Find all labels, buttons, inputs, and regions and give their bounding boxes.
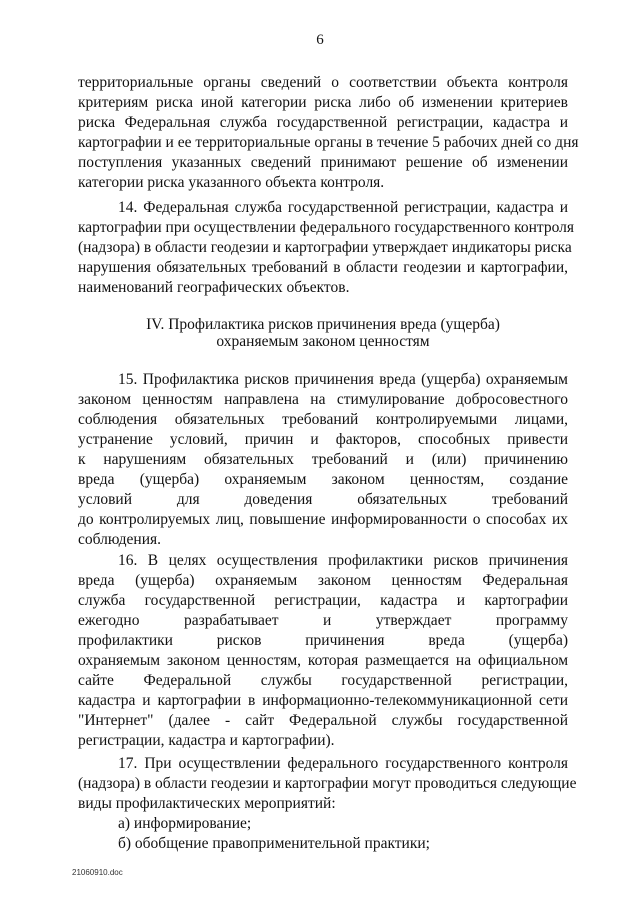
section-heading: охраняемым законом ценностям — [216, 333, 430, 350]
footer-filename: 21060910.doc — [72, 868, 123, 877]
text-line: 16. В целях осуществления профилактики рисков причинения — [118, 552, 568, 569]
text-line: к нарушениям обязательных требований и (или) причинению — [78, 451, 568, 468]
text-line: "Интернет" (далее - сайт Федеральной службы государственной — [78, 712, 568, 729]
page-number: 6 — [316, 32, 324, 48]
text-line: ежегодно разрабатывает и утверждает программу — [78, 612, 568, 629]
text-line: соблюдения. — [78, 531, 162, 548]
text-line: соблюдения обязательных требований контролируемыми лицами, — [78, 411, 568, 428]
text-line: устранение условий, причин и факторов, способных привести — [78, 431, 568, 448]
text-line: условий для доведения обязательных требований — [78, 491, 568, 508]
text-line: кадастра и картографии в информационно-телекоммуникационной сети — [78, 692, 568, 709]
text-line: 15. Профилактика рисков причинения вреда (ущерба) охраняемым — [118, 371, 568, 388]
text-line: (надзора) в области геодезии и картографии утверждает индикаторы риска — [78, 239, 572, 256]
text-line: до контролируемых лиц, повышение информированности о способах их — [78, 511, 568, 528]
text-line: виды профилактических мероприятий: — [78, 795, 336, 812]
text-line: (надзора) в области геодезии и картографии могут проводиться следующие — [78, 775, 577, 792]
text-line: риска Федеральная служба государственной регистрации, кадастра и — [78, 114, 568, 131]
text-line: категории риска указанного объекта контроля. — [78, 174, 385, 191]
text-line: 14. Федеральная служба государственной регистрации, кадастра и — [118, 199, 568, 216]
text-line: охраняемым законом ценностям, которая размещается на официальном — [78, 652, 568, 669]
text-line: служба государственной регистрации, кадастра и картографии — [78, 592, 568, 609]
text-line: сайте Федеральной службы государственной регистрации, — [78, 672, 568, 689]
text-line: территориальные органы сведений о соответствии объекта контроля — [78, 74, 568, 91]
text-line: критериям риска иной категории риска либо об изменении критериев — [78, 94, 568, 111]
text-line: профилактики рисков причинения вреда (ущерба) — [78, 632, 568, 649]
text-line: регистрации, кадастра и картографии). — [78, 732, 335, 749]
text-line: вреда (ущерба) охраняемым законом ценностям Федеральная — [78, 572, 568, 589]
section-heading: IV. Профилактика рисков причинения вреда (ущерба) — [146, 316, 500, 333]
list-item: а) информирование; — [118, 815, 252, 832]
text-line: наименований географических объектов. — [78, 279, 350, 296]
text-line: законом ценностям направлена на стимулирование добросовестного — [78, 391, 568, 408]
text-line: поступления указанных сведений принимают решение об изменении — [78, 154, 568, 171]
text-line: 17. При осуществлении федерального государственного контроля — [118, 755, 568, 772]
text-line: картографии и ее территориальные органы в течение 5 рабочих дней со дня — [78, 134, 579, 151]
list-item: б) обобщение правоприменительной практики; — [118, 835, 430, 852]
text-line: картографии при осуществлении федерального государственного контроля — [78, 219, 575, 236]
text-line: нарушения обязательных требований в области геодезии и картографии, — [78, 259, 568, 276]
text-line: вреда (ущерба) охраняемым законом ценностям, создание — [78, 471, 568, 488]
